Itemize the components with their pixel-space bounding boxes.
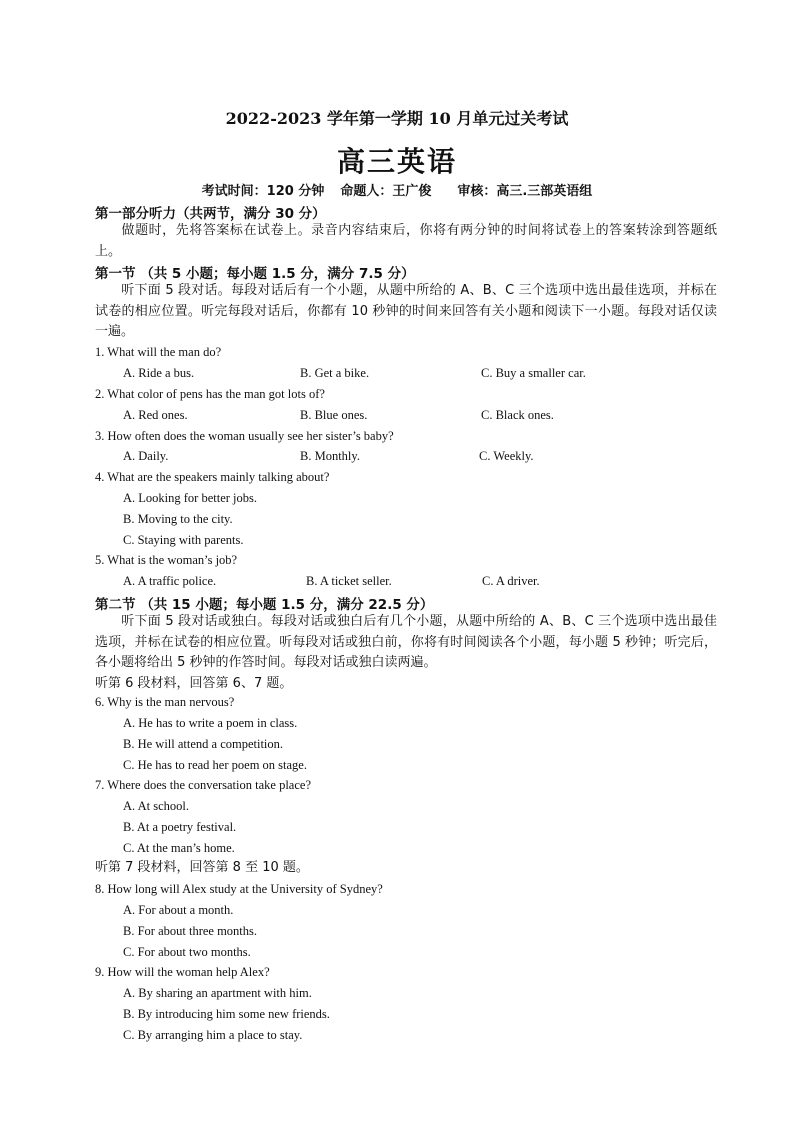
material-6-note: 听第 6 段材料，回答第 6、7 题。 [95, 676, 293, 691]
section1-intro [95, 281, 717, 343]
option-c: C. He has to read her poem on stage. [123, 758, 307, 772]
question-stem: 1. What will the man do? [95, 345, 222, 359]
option-a: A. Looking for better jobs. [123, 491, 258, 505]
section2-intro-text: 听下面 5 段对话或独白。每段对话或独白后有几个小题，从题中所给的 A、B、C 三个选项中选出最佳选项，并标在试卷的相应位置。听每段对话或独白前，你将有时间阅读各个小题，每小题 5 秒钟；听完后，各小题将给出 5 秒钟的作答时间。每段对话或独白读两遍。 [95, 614, 717, 670]
question-stem: 9. How will the woman help Alex? [95, 965, 270, 979]
question-stem: 7. Where does the conversation take place? [95, 778, 311, 792]
option-c: C. By arranging him a place to stay. [123, 1028, 303, 1042]
option-a: A. By sharing an apartment with him. [123, 986, 312, 1000]
option-b: B. A ticket seller. [306, 574, 392, 588]
option-b: B. By introducing him some new friends. [123, 1007, 330, 1021]
exam-reviewer: 审核：高三.三部英语组 [457, 184, 593, 199]
question-stem: 3. How often does the woman usually see her sister’s baby? [95, 429, 394, 443]
exam-author: 命题人：王广俊 [340, 184, 432, 199]
question-stem: 4. What are the speakers mainly talking about? [95, 470, 330, 484]
option-b: B. Blue ones. [300, 408, 368, 422]
section2-intro [95, 612, 717, 674]
exam-subject: 高三英语 [336, 145, 457, 178]
option-c: C. Black ones. [481, 408, 554, 422]
part1-heading: 第一部分听力（共两节，满分 30 分） [95, 206, 326, 222]
option-a: A. For about a month. [123, 903, 234, 917]
part1-intro-text: 做题时，先将答案标在试卷上。录音内容结束后，你将有两分钟的时间将试卷上的答案转涂到答题纸上。 [95, 223, 717, 259]
section2-heading: 第二节 （共 15 小题；每小题 1.5 分，满分 22.5 分） [95, 597, 434, 613]
section1-intro-text: 听下面 5 段对话。每段对话后有一个小题，从题中所给的 A、B、C 三个选项中选出最佳选项，并标在试卷的相应位置。听完每段对话后，你都有 10 秒钟的时间来回答有关小题和阅读下一小题。每段对话仅读一遍。 [95, 283, 717, 339]
option-a: A. Ride a bus. [123, 366, 195, 380]
option-c: C. For about two months. [123, 945, 251, 959]
option-a: A. He has to write a poem in class. [123, 716, 298, 730]
question-stem: 2. What color of pens has the man got lots of? [95, 387, 325, 401]
question-stem: 8. How long will Alex study at the University of Sydney? [95, 882, 383, 896]
option-b: B. For about three months. [123, 924, 258, 938]
option-b: B. Monthly. [300, 449, 360, 463]
section1-heading: 第一节 （共 5 小题；每小题 1.5 分，满分 7.5 分） [95, 266, 415, 282]
part1-intro [95, 221, 717, 262]
option-b: B. He will attend a competition. [123, 737, 284, 751]
option-b: B. Get a bike. [300, 366, 370, 380]
option-b: B. Moving to the city. [123, 512, 233, 526]
exam-title: 2022-2023 学年第一学期 10 月单元过关考试 [225, 109, 569, 128]
option-a: A. Red ones. [123, 408, 188, 422]
question-stem: 5. What is the woman’s job? [95, 553, 238, 567]
option-a: A. A traffic police. [123, 574, 217, 588]
exam-meta [0, 180, 794, 199]
option-a: A. Daily. [123, 449, 169, 463]
option-a: A. At school. [123, 799, 189, 813]
option-b: B. At a poetry festival. [123, 820, 237, 834]
option-c: C. Weekly. [479, 449, 534, 463]
material-7-note: 听第 7 段材料，回答第 8 至 10 题。 [95, 860, 309, 875]
option-c: C. At the man’s home. [123, 841, 235, 855]
option-c: C. Staying with parents. [123, 533, 244, 547]
option-c: C. A driver. [482, 574, 540, 588]
option-c: C. Buy a smaller car. [481, 366, 586, 380]
exam-time: 考试时间：120 分钟 [201, 184, 325, 199]
question-stem: 6. Why is the man nervous? [95, 695, 235, 709]
